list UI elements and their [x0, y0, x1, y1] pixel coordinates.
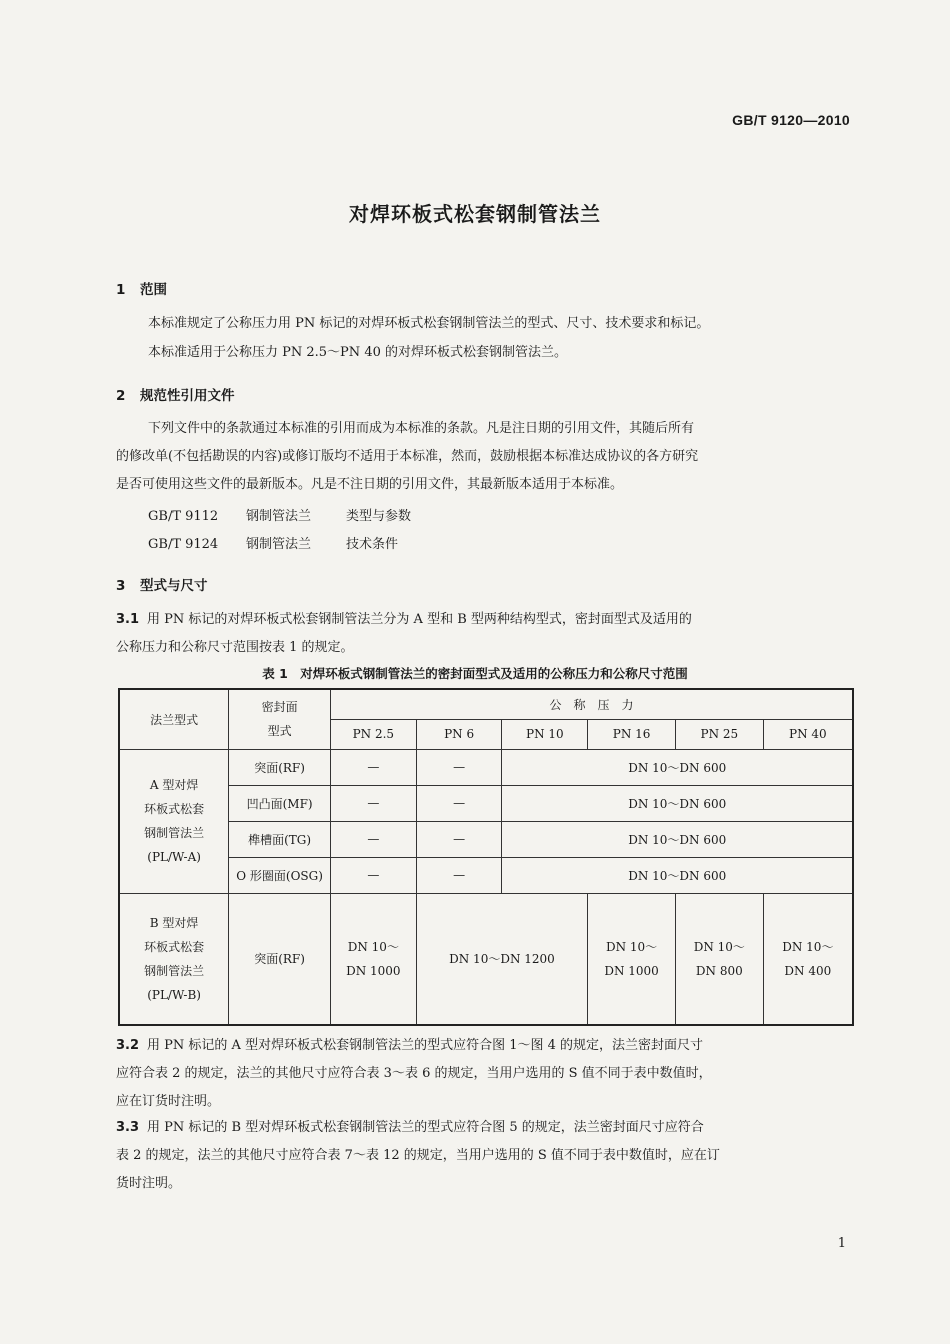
range-cell: DN 10～DN 600	[502, 857, 853, 893]
type-line: 钢制管法兰	[144, 963, 205, 978]
type-b-cell	[119, 893, 229, 1025]
header-seal-line: 型式	[267, 724, 292, 739]
clause-3-1-line-1	[116, 606, 692, 633]
clause-3-3-line-2: 表 2 的规定，法兰的其他尺寸应符合表 7～表 12 的规定，当用户选用的 S 值不同于表中数值时，应在订	[116, 1148, 720, 1163]
section-1-heading	[116, 278, 167, 298]
type-line: 环板式松套	[144, 939, 205, 954]
dash-cell: —	[416, 821, 502, 857]
dash-cell: —	[416, 785, 502, 821]
header-pn: PN 10	[502, 719, 588, 749]
clause-3-2-line-2: 应符合表 2 的规定，法兰的其他尺寸应符合表 3～表 6 的规定，当用户选用的 S 值不同于表中数值时，	[116, 1066, 712, 1081]
seal-cell: 榫槽面(TG)	[229, 821, 331, 857]
section-number: 2	[116, 388, 126, 404]
range-line: DN 400	[784, 963, 832, 978]
section-3-heading	[116, 574, 208, 594]
range-line: DN 10～	[782, 939, 834, 954]
dash-cell: —	[416, 749, 502, 785]
section-2-heading	[116, 384, 235, 404]
dash-cell: —	[416, 857, 502, 893]
reference-code: GB/T 9112	[148, 509, 219, 524]
range-line: DN 800	[695, 963, 743, 978]
reference-code: GB/T 9124	[148, 537, 219, 552]
section-title: 型式与尺寸	[140, 578, 208, 594]
range-line: DN 10～	[693, 939, 745, 954]
range-line: DN 10～	[347, 939, 399, 954]
section-title: 范围	[140, 282, 167, 298]
header-pn: PN 25	[675, 719, 763, 749]
section-number: 3	[116, 578, 126, 594]
seal-cell: 突面(RF)	[229, 749, 331, 785]
range-line: DN 10～	[605, 939, 658, 954]
clause-text: 用 PN 标记的对焊环板式松套钢制管法兰分为 A 型和 B 型两种结构型式，密封面型式及适用的	[147, 612, 692, 627]
dash-cell: —	[330, 749, 416, 785]
range-line: DN 1000	[346, 963, 401, 978]
section-title: 规范性引用文件	[140, 388, 235, 404]
type-line: 钢制管法兰	[144, 826, 205, 840]
range-cell	[675, 893, 763, 1025]
dash-cell: —	[330, 857, 416, 893]
header-pressure: 公 称 压 力	[330, 689, 853, 719]
clause-text: 用 PN 标记的 A 型对焊环板式松套钢制管法兰的型式应符合图 1～图 4 的规定，法兰密封面尺寸	[147, 1038, 704, 1053]
clause-number: 3.3	[116, 1120, 140, 1135]
range-cell	[763, 893, 853, 1025]
header-flange-type: 法兰型式	[119, 689, 229, 749]
dash-cell: —	[330, 785, 416, 821]
table-1	[118, 688, 854, 1026]
section-number: 1	[116, 282, 126, 298]
references-line-1: 下列文件中的条款通过本标准的引用而成为本标准的条款。凡是注日期的引用文件，其随后所有	[148, 421, 695, 436]
type-a-cell	[119, 749, 229, 893]
references-line-2: 的修改单(不包括勘误的内容)或修订版均不适用于本标准，然而，鼓励根据本标准达成协议的各方研究	[116, 449, 699, 464]
range-cell: DN 10～DN 1200	[416, 893, 587, 1025]
scope-paragraph-1: 本标准规定了公称压力用 PN 标记的对焊环板式松套钢制管法兰的型式、尺寸、技术要求和标记。	[148, 316, 710, 331]
range-cell: DN 10～DN 600	[502, 785, 853, 821]
range-cell: DN 10～DN 600	[502, 821, 853, 857]
clause-number: 3.1	[116, 612, 140, 627]
dash-cell: —	[330, 821, 416, 857]
reference-name: 钢制管法兰	[246, 537, 312, 552]
reference-item	[148, 505, 411, 524]
seal-cell: 凹凸面(MF)	[229, 785, 331, 821]
header-pn: PN 2.5	[330, 719, 416, 749]
clause-3-1-line-2: 公称压力和公称尺寸范围按表 1 的规定。	[116, 640, 354, 655]
clause-text: 用 PN 标记的 B 型对焊环板式松套钢制管法兰的型式应符合图 5 的规定，法兰密封面尺寸应符合	[147, 1120, 704, 1135]
type-line: B 型对焊	[149, 915, 199, 930]
range-cell	[330, 893, 416, 1025]
clause-number: 3.2	[116, 1038, 140, 1053]
clause-3-3-line-1	[116, 1114, 704, 1141]
table-1-caption: 表 1 对焊环板式钢制管法兰的密封面型式及适用的公称压力和公称尺寸范围	[262, 666, 688, 681]
seal-cell: 突面(RF)	[229, 893, 331, 1025]
header-pn: PN 40	[763, 719, 853, 749]
header-pn: PN 6	[416, 719, 502, 749]
type-line: 环板式松套	[144, 802, 205, 816]
header-pn: PN 16	[588, 719, 676, 749]
type-line: A 型对焊	[149, 778, 199, 792]
document-title: 对焊环板式松套钢制管法兰	[349, 202, 601, 226]
scope-paragraph-2: 本标准适用于公称压力 PN 2.5～PN 40 的对焊环板式松套钢制管法兰。	[148, 345, 567, 360]
standard-code: GB/T 9120—2010	[732, 112, 850, 128]
type-line: (PL/W-A)	[147, 850, 201, 864]
page-number: 1	[837, 1236, 846, 1251]
reference-item	[148, 533, 398, 552]
type-line: (PL/W-B)	[147, 987, 201, 1002]
reference-desc: 类型与参数	[346, 509, 412, 524]
reference-desc: 技术条件	[346, 537, 399, 552]
clause-3-3-line-3: 货时注明。	[116, 1176, 182, 1191]
header-seal-type	[229, 689, 331, 749]
clause-3-2-line-3: 应在订货时注明。	[116, 1094, 221, 1109]
header-seal-line: 密封面	[261, 700, 298, 715]
range-line: DN 1000	[604, 963, 659, 978]
range-cell	[588, 893, 676, 1025]
seal-cell: O 形圈面(OSG)	[229, 857, 331, 893]
clause-3-2-line-1	[116, 1032, 703, 1059]
range-cell: DN 10～DN 600	[502, 749, 853, 785]
references-line-3: 是否可使用这些文件的最新版本。凡是不注日期的引用文件，其最新版本适用于本标准。	[116, 477, 624, 492]
reference-name: 钢制管法兰	[246, 509, 312, 524]
